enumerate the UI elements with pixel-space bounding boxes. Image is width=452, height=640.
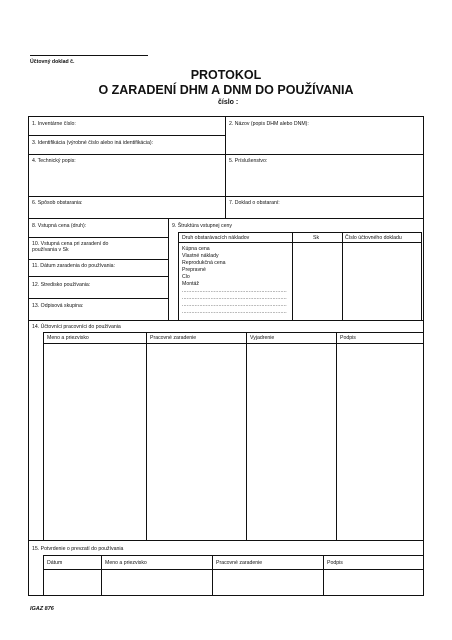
form-divider xyxy=(246,332,247,540)
form-divider xyxy=(28,276,168,277)
dotted-line: .................................................................. xyxy=(182,289,287,294)
staff-header-statement: Vyjadrenie xyxy=(250,335,275,341)
form-divider xyxy=(28,218,424,219)
form-divider xyxy=(28,237,168,238)
field-identification: 3. Identifikácia (výrobné číslo alebo iná identifikácia): xyxy=(32,140,154,146)
form-divider xyxy=(28,196,424,197)
dotted-line: .................................................................. xyxy=(182,310,287,315)
title-line2: O ZARADENÍ DHM A DNM DO POUŽÍVANIA xyxy=(98,83,354,97)
cost-item: Montáž xyxy=(182,281,200,287)
form-divider xyxy=(168,218,169,320)
field-cost-center: 12. Stredisko používania: xyxy=(32,282,91,288)
cost-item: Vlastné náklady xyxy=(182,253,219,259)
title-line1: PROTOKOL xyxy=(190,68,262,82)
form-divider xyxy=(28,320,424,321)
cost-item: Kúpna cena xyxy=(182,246,210,252)
field-staff-commissioning: 14. Účtovníci pracovníci do používania xyxy=(32,324,121,330)
form-divider xyxy=(28,135,225,136)
field-acquisition-method: 6. Spôsob obstarania: xyxy=(32,200,83,206)
cost-header-type: Druh obstarávacích nákladov xyxy=(182,235,250,241)
field-commission-date: 11. Dátum zaradenia do používania: xyxy=(32,263,115,269)
field-name: 2. Názov (popis DHM alebo DNM): xyxy=(229,121,309,127)
doc-number-label: Účtovný doklad č. xyxy=(30,59,75,65)
receipt-header-date: Dátum xyxy=(47,560,63,566)
field-technical-description: 4. Technický popis: xyxy=(32,158,76,164)
form-divider xyxy=(28,298,168,299)
form-divider xyxy=(28,259,168,260)
receipt-header-signature: Podpis xyxy=(327,560,343,566)
cost-header-sk: Sk xyxy=(313,235,320,241)
dotted-line: .................................................................. xyxy=(182,296,287,301)
field-depreciation-group: 13. Odpisová skupina: xyxy=(32,303,84,309)
form-divider xyxy=(336,332,337,540)
staff-header-signature: Podpis xyxy=(340,335,356,341)
form-divider xyxy=(292,232,293,320)
staff-header-name: Meno a priezvisko xyxy=(47,335,89,341)
form-divider xyxy=(146,332,147,540)
doc-number-underline xyxy=(30,55,148,56)
form-divider xyxy=(101,555,102,596)
field-acquisition-document: 7. Doklad o obstaraní: xyxy=(229,200,280,206)
field-accessories: 5. Príslušenstvo: xyxy=(229,158,268,164)
dotted-line: .................................................................. xyxy=(182,303,287,308)
field-input-price-sk: 10. Vstupná cena pri zaradení do používania v Sk xyxy=(32,241,109,254)
cost-item: Prepravné xyxy=(182,267,206,273)
staff-header-position: Pracovné zaradenie xyxy=(150,335,197,341)
form-divider xyxy=(342,232,343,320)
form-divider xyxy=(28,154,424,155)
staff-table xyxy=(43,332,424,540)
form-divider xyxy=(225,116,226,154)
cost-header-document: Číslo účtovného dokladu xyxy=(345,235,402,241)
cost-item: Clo xyxy=(182,274,190,280)
form-divider xyxy=(323,555,324,596)
form-divider xyxy=(212,555,213,596)
field-inventory-number: 1. Inventárne číslo: xyxy=(32,121,76,127)
form-divider xyxy=(178,242,422,243)
cost-item: Reprodukčná cena xyxy=(182,260,226,266)
receipt-header-name: Meno a priezvisko xyxy=(105,560,147,566)
receipt-header-position: Pracovné zaradenie xyxy=(216,560,263,566)
field-price-structure: 9. Štruktúra vstupnej ceny xyxy=(172,223,232,229)
form-code: IGAZ 876 xyxy=(30,606,54,612)
form-divider xyxy=(43,343,424,344)
form-divider xyxy=(28,540,424,541)
field-receipt-confirmation: 15. Potvrdenie o prevzatí do používania xyxy=(32,546,124,552)
protocol-number-label: číslo : xyxy=(218,99,239,106)
field-input-price: 8. Vstupná cena (druh): xyxy=(32,223,87,229)
form-divider xyxy=(225,154,226,218)
